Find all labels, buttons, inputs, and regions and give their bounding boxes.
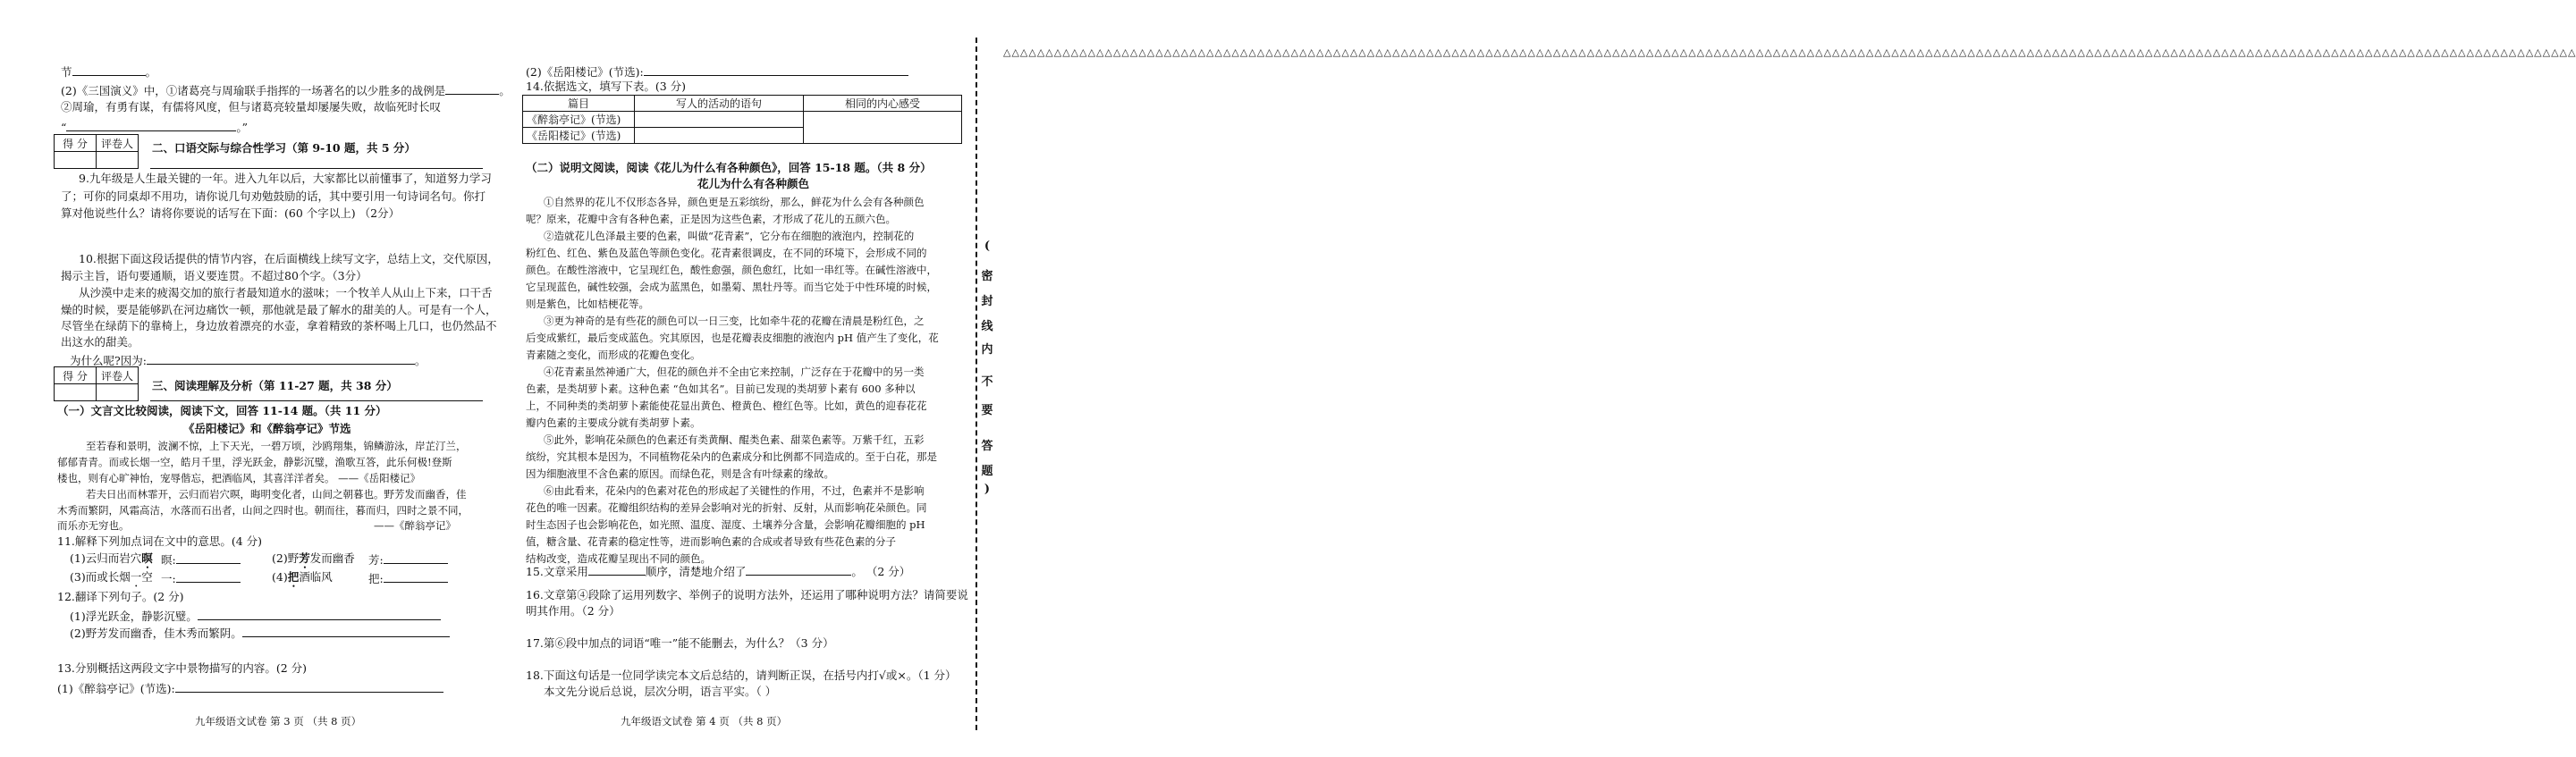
q9: 9.九年级是人生最关键的一年。进入九年以后，大家都比以前懂事了，知道努力学习 xyxy=(79,172,492,185)
triangle-pattern: △△△△△△△△△△△△△△△△△△△△△△△△△△△△△△△△△△△△△△△△△△△△△△△△△△△△△△△△△△△△△△△△△△△△△△△△△△△△△△△△△△△△△△△△△△△△△△△△△△△△△△△△△△△△△△△△△△△△△△△△△△△△△△△△△△△△△△△△△△△△△△△△△△△△△△△△△△△△△△△△△△△△△△△△△△△△△△△△△△△△△△△△△△ xyxy=(1003,46,2576,58)
answer-blank[interactable] xyxy=(72,63,146,76)
q14: 14.依据选文，填写下表。(3 分) xyxy=(526,80,687,93)
passage-a: 至若春和景明，波澜不惊，上下天光，一碧万顷，沙鸥翔集，锦鳞游泳，岸芷汀兰， xyxy=(86,440,467,452)
answer-blank[interactable] xyxy=(384,551,448,564)
q11: 11.解释下列加点词在文中的意思。(4 分) xyxy=(57,534,263,548)
q8-line1: 节 。 xyxy=(61,65,157,79)
paragraph-4: ④花青素虽然神通广大，但花的颜色并不全由它来控制，广泛存在于花瓣中的另一类 xyxy=(544,366,925,378)
subsection-1-heading: （一）文言文比较阅读，阅读下文，回答 11-14 题。（共 11 分） xyxy=(57,404,387,417)
q18: 18.下面这句话是一位同学读完本文后总结的，请判断正误，在括号内打√或×。（1 分） xyxy=(526,669,957,682)
paragraph-2: ②造就花儿色泽最主要的色素，叫做“花青素”，它分布在细胞的液泡内，控制花的 xyxy=(544,230,915,242)
score-box: 得 分 评卷人 xyxy=(54,134,139,169)
paragraph-1: ①自然界的花儿不仅形态各异，颜色更是五彩缤纷，那么，鲜花为什么会有各种颜色 xyxy=(544,196,925,208)
section-2-heading: 二、口语交际与综合性学习（第 9-10 题，共 5 分） xyxy=(152,141,416,155)
paragraph-3: ③更为神奇的是有些花的颜色可以一日三变，比如牵牛花的花瓣在清晨是粉红色，之 xyxy=(544,315,925,327)
q13: 13.分别概括这两段文字中景物描写的内容。(2 分) xyxy=(57,661,308,675)
page-footer: 九年级语文试卷 第 3 页 （共 8 页） xyxy=(195,715,362,728)
q8-item2: (2)《三国演义》中，①诸葛亮与周瑜联手指挥的一场著名的以少胜多的战例是 。 xyxy=(61,84,511,97)
answer-blank[interactable] xyxy=(384,570,448,583)
q10-passage: 从沙漠中走来的疲渴交加的旅行者最知道水的滋味；一个牧羊人从山上下来，口干舌 xyxy=(79,286,493,299)
score-box: 得 分 评卷人 xyxy=(54,366,139,401)
section-3-heading: 三、阅读理解及分析（第 11-27 题，共 38 分） xyxy=(152,379,398,392)
passage-title: 花儿为什么有各种颜色 xyxy=(697,177,810,190)
answer-blank[interactable] xyxy=(746,563,851,576)
paragraph-5: ⑤此外，影响花朵颜色的色素还有类黄酮、醌类色素、甜菜色素等。万紫千红，五彩 xyxy=(544,433,925,446)
answer-blank[interactable] xyxy=(175,680,443,693)
answer-blank[interactable] xyxy=(242,625,450,637)
q17: 17.第⑥段中加点的词语“唯一”能不能删去，为什么？（3 分） xyxy=(526,636,834,650)
page-footer: 九年级语文试卷 第 4 页 （共 8 页） xyxy=(621,715,788,728)
seal-text: ( xyxy=(984,240,991,253)
paragraph-6: ⑥由此看来，花朵内的色素对花色的形成起了关键性的作用，不过，色素并不是影响 xyxy=(544,484,925,497)
answer-blank[interactable] xyxy=(176,570,241,583)
q8-line4: “ 。” xyxy=(61,121,249,134)
q14-table: 篇目 写人的活动的语句 相同的内心感受 《醉翁亭记》(节选) 《岳阳楼记》(节选) xyxy=(522,95,962,144)
answer-blank[interactable] xyxy=(588,563,646,576)
answer-blank[interactable] xyxy=(66,119,236,131)
q16: 16.文章第④段除了运用列数字、举例子的说明方法外，还运用了哪种说明方法？请简要说 xyxy=(526,588,968,601)
divider xyxy=(150,400,483,401)
answer-blank[interactable] xyxy=(198,608,441,620)
q12: 12.翻译下列句子。(2 分) xyxy=(57,590,184,603)
divider xyxy=(150,168,483,169)
q8-item2b: ②周瑜，有勇有谋，有儒将风度，但与诸葛亮较量却屡屡失败，故临死时长叹 xyxy=(61,100,442,114)
subsection-2-heading: （二）说明文阅读，阅读《花儿为什么有各种颜色》，回答 15-18 题。（共 8 分） xyxy=(526,161,932,174)
q10: 10.根据下面这段话提供的情节内容，在后面横线上续写文字，总结上文，交代原因， xyxy=(79,252,499,265)
q15: 15.文章采用 顺序，清楚地介绍了 。 （2 分） xyxy=(526,565,911,578)
answer-blank[interactable] xyxy=(445,82,499,95)
answer-blank[interactable] xyxy=(176,551,241,564)
answer-blank[interactable] xyxy=(147,352,415,365)
q10-answer-line: 为什么呢?因为: 。 xyxy=(70,354,427,367)
answer-blank[interactable] xyxy=(644,63,908,76)
passage-b: 若夫日出而林霏开，云归而岩穴暝，晦明变化者，山间之朝暮也。野芳发而幽香，佳 xyxy=(86,488,467,500)
passage-title: 《岳阳楼记》和《醉翁亭记》节选 xyxy=(183,422,351,435)
